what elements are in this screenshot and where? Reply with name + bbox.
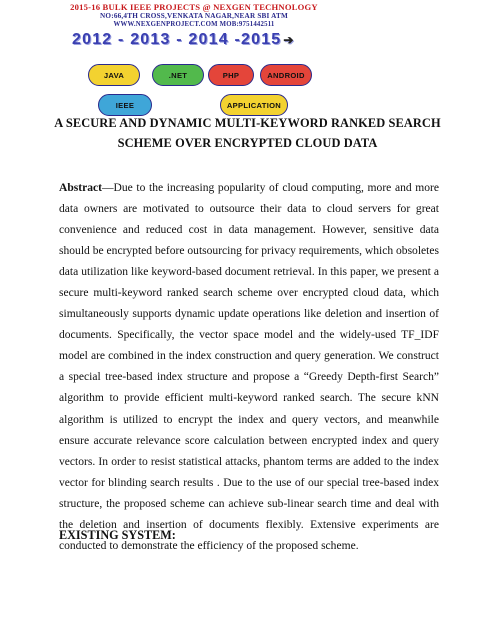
document-title-line-2: SCHEME OVER ENCRYPTED CLOUD DATA [117,136,378,150]
tag-php: PHP [208,64,254,86]
tag-ieee: IEEE [98,94,152,116]
tag-dotnet: .NET [152,64,204,86]
document-title-line-1: A SECURE AND DYNAMIC MULTI-KEYWORD RANKED SEARCH [54,116,441,130]
abstract-label: Abstract [59,182,102,194]
tag-java: JAVA [88,64,140,86]
tag-application: APPLICATION [220,94,288,116]
banner-years [72,31,330,49]
abstract-paragraph [59,178,439,557]
tag-android: ANDROID [260,64,312,86]
banner-company-line: 2015-16 BULK IEEE PROJECTS @ NEXGEN TECHNOLOGY [70,2,318,12]
header-banner [58,2,330,112]
abstract-text: —Due to the increasing popularity of cloud computing, more and more data owners are motivated to outsource their data to cloud servers for great convenience and reduced cost in data management. However, sensitive data should be encrypted before outsourcing for privacy requirements, which obsoletes data utilization like keyword-based document retrieval. In this paper, we present a secure multi-keyword ranked search scheme over encrypted cloud data, which simultaneously supports dynamic update operations like deletion and insertion of documents. Specifically, the vector space model and the widely-used TF_IDF model are combined in the index construction and query generation. We construct a special tree-based index structure and propose a “Greedy Depth-first Search” algorithm to provide efficient multi-keyword ranked search. The secure kNN algorithm is utilized to encrypt the index and query vectors, and meanwhile ensure accurate relevance score calculation between encrypted index and query vectors. In order to resist statistical attacks, phantom terms are added to the index vector for blinding search results . Due to the use of our special tree-based index structure, the proposed scheme can achieve sub-linear search time and deal with the deletion and insertion of documents flexibly. Extensive experiments are conducted to demonstrate the efficiency of the proposed scheme. [59,182,439,552]
banner-address-line: NO:66,4TH CROSS,VENKATA NAGAR,NEAR SBI ATM [100,12,288,20]
banner-years-text: 2012 - 2013 - 2014 -2015 [72,31,282,48]
arrow-icon: ➔ [283,33,295,47]
banner-contact-line: WWW.NEXGENPROJECT.COM MOB:9751442511 [113,21,275,28]
section-heading-existing-system: EXISTING SYSTEM: [59,528,176,542]
